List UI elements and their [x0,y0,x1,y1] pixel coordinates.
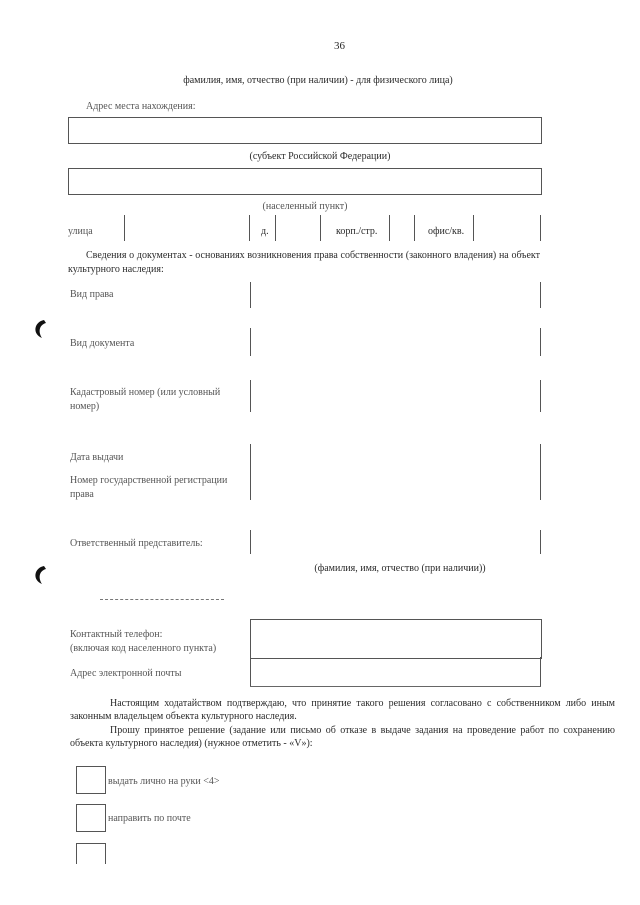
issue-date-field-right [540,444,541,500]
option-third-checkbox-partial[interactable] [76,843,106,864]
email-label: Адрес электронной почты [70,668,182,679]
email-field-left [250,657,251,687]
phone-hint: (включая код населенного пункта) [70,643,217,654]
cadastral-label: Кадастровый номер (или условный номер) [70,387,221,412]
phone-label: Контактный телефон: [70,629,163,640]
email-field-bottom [250,686,541,687]
option-by-mail-label: направить по почте [108,813,191,824]
building-field-right-border [414,215,415,241]
representative-field-right [540,530,541,554]
representative-label: Ответственный представитель: [70,538,203,549]
representative-field-left [250,530,251,554]
office-field-right-border [540,215,541,241]
document-type-label: Вид документа [70,338,135,349]
applicant-name-caption: фамилия, имя, отчество (при наличии) - для физического лица) [183,75,453,86]
phone-field[interactable] [250,619,542,659]
house-field-border [275,215,276,241]
doc-type-field-right [540,328,541,356]
cadastral-field-left [250,380,251,412]
page-number: 36 [334,40,345,52]
cadastral-field-right [540,380,541,412]
issue-date-field-left [250,444,251,500]
street-field-right-border [249,215,250,241]
locality-field[interactable] [68,168,542,195]
option-in-person-label: выдать лично на руки <4> [108,776,220,787]
subject-field[interactable] [68,117,542,144]
subject-caption: (субъект Российской Федерации) [249,151,391,162]
email-field-right [540,657,541,687]
binder-hole-mark-bottom [30,564,50,586]
office-field-border [473,215,474,241]
confirmation-text: Настоящим ходатайством подтверждаю, что принятие такого решения согласовано с собственником либо иным законным владельцем объекта культурного наследия. [70,698,615,722]
building-label: корп./стр. [336,226,378,237]
option-in-person-checkbox[interactable] [76,766,106,794]
house-field-right-border [320,215,321,241]
right-type-label: Вид права [70,289,114,300]
request-text: Прошу принятое решение (задание или письмо об отказе в выдаче задания на проведение работ по сохранению объекта культурного наследия) (нужное отметить - «V»): [70,725,615,749]
registration-label: Номер государственной регистрации права [70,475,228,500]
address-label: Адрес места нахождения: [86,101,196,112]
doc-type-field-left [250,328,251,356]
binder-hole-mark-top [30,318,50,340]
representative-caption: (фамилия, имя, отчество (при наличии)) [314,563,486,574]
right-type-field-left [250,282,251,308]
locality-caption: (населенный пункт) [262,201,348,212]
street-field-left-border [124,215,125,241]
issue-date-label: Дата выдачи [70,452,124,463]
signature-line [100,599,224,600]
building-field-border [389,215,390,241]
documents-intro: Сведения о документах - основаниях возникновения права собственности (законного владения) на объект культурного наследия: [68,250,540,275]
option-by-mail-checkbox[interactable] [76,804,106,832]
house-label: д. [261,226,269,237]
street-label: улица [68,226,93,237]
right-type-field-right [540,282,541,308]
office-label: офис/кв. [428,226,465,237]
